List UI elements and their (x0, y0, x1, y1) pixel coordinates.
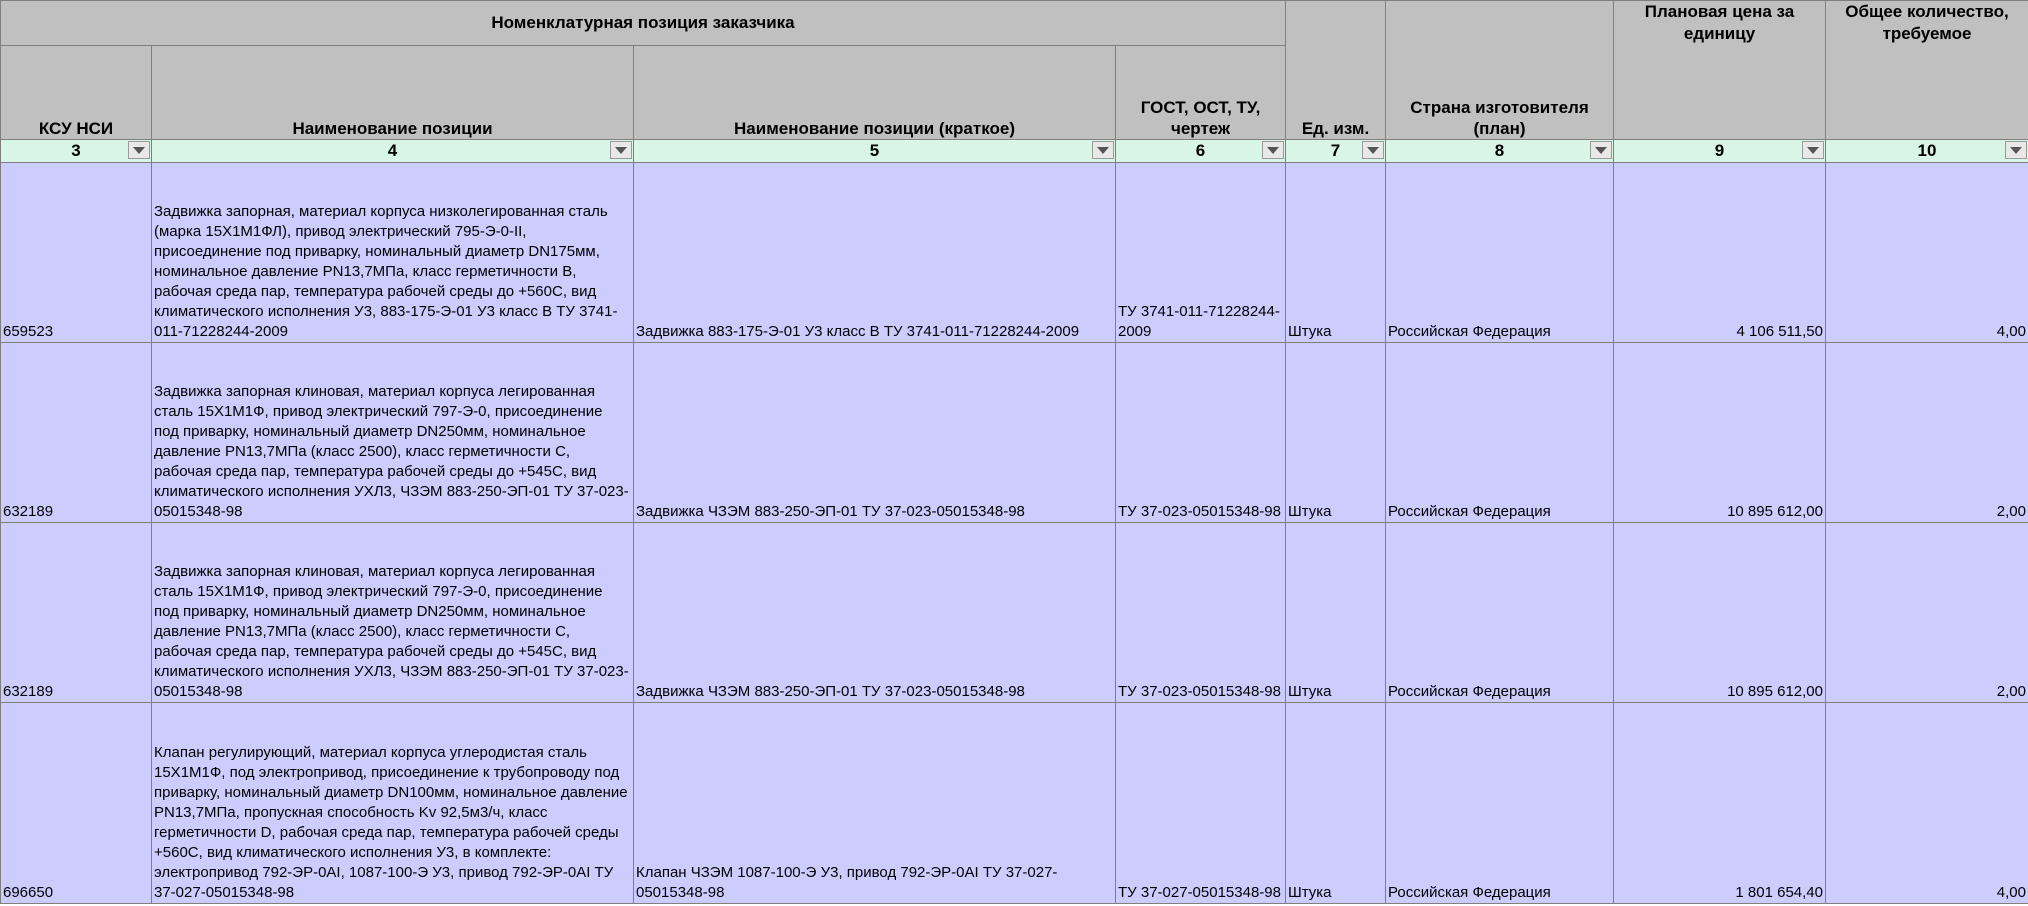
header-quantity[interactable]: Общее количество, требуемое (1826, 1, 2028, 140)
cell-price[interactable]: 4 106 511,50 (1614, 163, 1826, 343)
colnum-4: 4 (387, 141, 398, 160)
cell-short-name[interactable]: Задвижка 883-175-Э-01 У3 класс В ТУ 3741-011-71228244-2009 (634, 163, 1116, 343)
header-price[interactable]: Плановая цена за единицу (1614, 1, 1826, 140)
table-row (1, 523, 2028, 703)
dropdown-arrow-icon (1807, 147, 1819, 154)
header-name[interactable]: Наименование позиции (152, 46, 634, 140)
cell-ksu[interactable]: 632189 (1, 343, 152, 523)
cell-gost[interactable]: ТУ 37-027-05015348-98 (1116, 703, 1286, 904)
cell-name[interactable]: Задвижка запорная, материал корпуса низколегированная сталь (марка 15Х1М1ФЛ), привод электрический 795-Э-0-II, присоединение под приварку, номинальный диаметр DN175мм, номинальное давление PN13,7МПа, класс герметичности B, рабочая среда пар, температура рабочей среды до +560С, вид климатического исполнения У3, 883-175-Э-01 У3 класс В ТУ 3741-011-71228244-2009 (152, 163, 634, 343)
cell-short-name[interactable]: Задвижка ЧЗЭМ 883-250-ЭП-01 ТУ 37-023-05015348-98 (634, 343, 1116, 523)
header-gost[interactable]: ГОСТ, ОСТ, ТУ, чертеж (1116, 46, 1286, 140)
dropdown-arrow-icon (133, 147, 145, 154)
dropdown-arrow-icon (615, 147, 627, 154)
colnum-5: 5 (869, 141, 880, 160)
cell-short-name[interactable]: Задвижка ЧЗЭМ 883-250-ЭП-01 ТУ 37-023-05015348-98 (634, 523, 1116, 703)
dropdown-arrow-icon (1595, 147, 1607, 154)
dropdown-arrow-icon (1097, 147, 1109, 154)
colnum-cell[interactable] (152, 140, 634, 163)
colnum-10: 10 (1917, 141, 1937, 160)
cell-unit[interactable]: Штука (1286, 163, 1386, 343)
colnum-9: 9 (1714, 141, 1725, 160)
colnum-cell[interactable] (1, 140, 152, 163)
colnum-7: 7 (1330, 141, 1341, 160)
header-short-name[interactable]: Наименование позиции (краткое) (634, 46, 1116, 140)
filter-dropdown-button[interactable] (1092, 141, 1114, 159)
colnum-3: 3 (71, 141, 81, 160)
filter-dropdown-button[interactable] (128, 141, 150, 159)
cell-country[interactable]: Российская Федерация (1386, 343, 1614, 523)
cell-country[interactable]: Российская Федерация (1386, 163, 1614, 343)
header-country[interactable]: Страна изготовителя (план) (1386, 1, 1614, 140)
cell-gost[interactable]: ТУ 37-023-05015348-98 (1116, 523, 1286, 703)
cell-name[interactable]: Задвижка запорная клиновая, материал корпуса легированная сталь 15Х1М1Ф, привод электрический 797-Э-0, присоединение под приварку, номинальный диаметр DN250мм, номинальное давление PN13,7МПа (класс 2500), класс герметичности C, рабочая среда пар, температура рабочей среды до +545С, вид климатического исполнения УХЛ3, ЧЗЭМ 883-250-ЭП-01 ТУ 37-023-05015348-98 (152, 523, 634, 703)
filter-dropdown-button[interactable] (610, 141, 632, 159)
filter-dropdown-button[interactable] (1590, 141, 1612, 159)
cell-name[interactable]: Задвижка запорная клиновая, материал корпуса легированная сталь 15Х1М1Ф, привод электрический 797-Э-0, присоединение под приварку, номинальный диаметр DN250мм, номинальное давление PN13,7МПа (класс 2500), класс герметичности C, рабочая среда пар, температура рабочей среды до +545С, вид климатического исполнения УХЛ3, ЧЗЭМ 883-250-ЭП-01 ТУ 37-023-05015348-98 (152, 343, 634, 523)
table-row (1, 703, 2028, 904)
colnum-cell[interactable] (634, 140, 1116, 163)
table-row (1, 163, 2028, 343)
table-row (1, 343, 2028, 523)
cell-price[interactable]: 10 895 612,00 (1614, 343, 1826, 523)
cell-country[interactable]: Российская Федерация (1386, 703, 1614, 904)
cell-ksu[interactable]: 696650 (1, 703, 152, 904)
cell-quantity[interactable]: 4,00 (1826, 703, 2028, 904)
cell-quantity[interactable]: 4,00 (1826, 163, 2028, 343)
cell-quantity[interactable]: 2,00 (1826, 523, 2028, 703)
cell-unit[interactable]: Штука (1286, 523, 1386, 703)
cell-unit[interactable]: Штука (1286, 703, 1386, 904)
dropdown-arrow-icon (1367, 147, 1379, 154)
cell-short-name[interactable]: Клапан ЧЗЭМ 1087-100-Э У3, привод 792-ЭР-0АI ТУ 37-027-05015348-98 (634, 703, 1116, 904)
header-group-row (1, 1, 2028, 46)
filter-dropdown-button[interactable] (1362, 141, 1384, 159)
cell-name[interactable]: Клапан регулирующий, материал корпуса углеродистая сталь 15Х1М1Ф, под электропривод, присоединение к трубопроводу под приварку, номинальный диаметр DN100мм, номинальное давление PN13,7МПа, пропускная способность Kv 92,5м3/ч, класс герметичности D, рабочая среда пар, температура рабочей среды +560С, вид климатического исполнения У3, в комплекте: электропривод 792-ЭР-0АI, 1087-100-Э У3, привод 792-ЭР-0АI ТУ 37-027-05015348-98 (152, 703, 634, 904)
colnum-cell[interactable] (1614, 140, 1826, 163)
cell-unit[interactable]: Штука (1286, 343, 1386, 523)
column-number-row (1, 140, 2028, 163)
cell-quantity[interactable]: 2,00 (1826, 343, 2028, 523)
colnum-8: 8 (1494, 141, 1505, 160)
dropdown-arrow-icon (2010, 147, 2022, 154)
filter-dropdown-button[interactable] (1802, 141, 1824, 159)
cell-ksu[interactable]: 659523 (1, 163, 152, 343)
cell-gost[interactable]: ТУ 37-023-05015348-98 (1116, 343, 1286, 523)
colnum-cell[interactable] (1116, 140, 1286, 163)
dropdown-arrow-icon (1267, 147, 1279, 154)
colnum-cell[interactable] (1286, 140, 1386, 163)
cell-price[interactable]: 1 801 654,40 (1614, 703, 1826, 904)
filter-dropdown-button[interactable] (2005, 141, 2027, 159)
header-ksu[interactable]: КСУ НСИ (1, 46, 152, 140)
cell-country[interactable]: Российская Федерация (1386, 523, 1614, 703)
colnum-cell[interactable] (1386, 140, 1614, 163)
cell-gost[interactable]: ТУ 3741-011-71228244-2009 (1116, 163, 1286, 343)
cell-ksu[interactable]: 632189 (1, 523, 152, 703)
filter-dropdown-button[interactable] (1262, 141, 1284, 159)
colnum-6: 6 (1195, 141, 1206, 160)
header-group-title[interactable]: Номенклатурная позиция заказчика (1, 1, 1286, 46)
cell-price[interactable]: 10 895 612,00 (1614, 523, 1826, 703)
colnum-cell[interactable] (1826, 140, 2028, 163)
header-unit[interactable]: Ед. изм. (1286, 1, 1386, 140)
